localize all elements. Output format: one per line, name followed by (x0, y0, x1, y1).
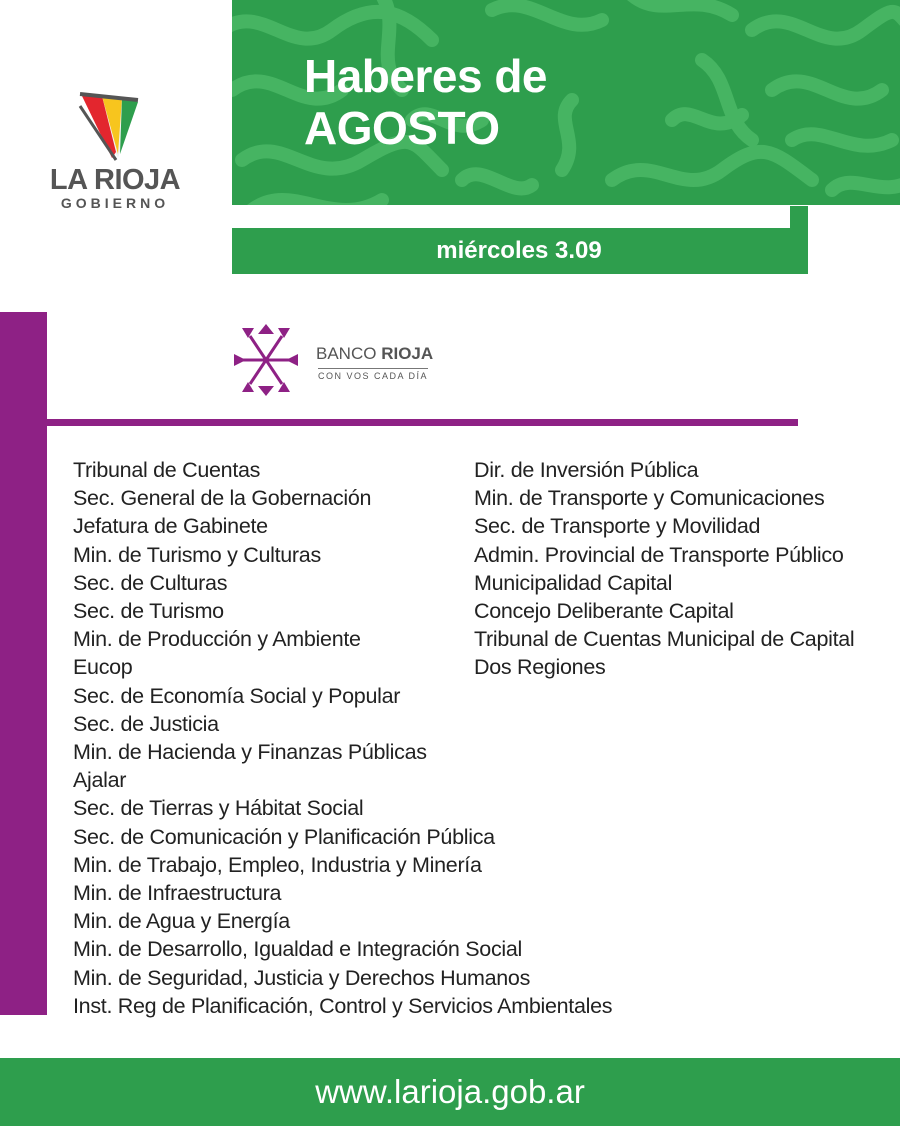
list-item: Admin. Provincial de Transporte Público (474, 542, 844, 567)
la-rioja-logo-icon (78, 92, 142, 162)
hero-banner (232, 0, 900, 205)
list-item: Jefatura de Gabinete (73, 514, 268, 539)
purple-divider (47, 419, 798, 426)
date-bar-gap (232, 206, 790, 228)
list-item: Min. de Trabajo, Empleo, Industria y Minería (73, 852, 482, 877)
banco-rioja-logo-icon (232, 324, 300, 396)
list-item: Min. de Transporte y Comunicaciones (474, 486, 825, 511)
list-item: Dir. de Inversión Pública (474, 458, 699, 482)
bank-logo (232, 324, 472, 400)
bank-tagline: CON VOS CADA DÍA (318, 368, 428, 381)
footer-bar (0, 1058, 900, 1126)
list-item: Min. de Turismo y Culturas (73, 542, 321, 567)
list-item: Min. de Producción y Ambiente (73, 627, 361, 652)
bank-name: BANCO RIOJA (316, 344, 434, 363)
title-line-1: Haberes de (304, 50, 548, 102)
list-item: Tribunal de Cuentas Municipal de Capital (474, 627, 855, 652)
government-subtitle: GOBIERNO (60, 195, 170, 211)
list-item: Eucop (73, 655, 133, 680)
list-item: Min. de Desarrollo, Igualdad e Integración Social (73, 937, 523, 962)
list-item: Sec. de Economía Social y Popular (73, 683, 401, 708)
list-item: Sec. de Justicia (73, 711, 219, 736)
list-item: Min. de Agua y Energía (73, 909, 290, 934)
list-item: Min. de Hacienda y Finanzas Públicas (73, 740, 427, 765)
organisms-list-right (474, 456, 854, 682)
website-url[interactable]: www.larioja.gob.ar (315, 1073, 585, 1110)
purple-side-bar (0, 312, 47, 1015)
list-item: Min. de Infraestructura (73, 881, 282, 906)
list-item: Min. de Seguridad, Justicia y Derechos Humanos (73, 965, 531, 990)
government-logo (40, 92, 190, 212)
list-item: Dos Regiones (474, 655, 606, 680)
government-name: LA RIOJA (49, 164, 181, 196)
page-title (304, 50, 547, 154)
list-item: Concejo Deliberante Capital (474, 599, 734, 624)
list-item: Tribunal de Cuentas (73, 458, 261, 482)
list-item: Sec. de Transporte y Movilidad (474, 514, 761, 539)
list-item: Sec. de Turismo (73, 599, 224, 624)
payment-date: miércoles 3.09 (232, 228, 806, 274)
title-line-2: AGOSTO (304, 102, 500, 154)
list-item: Municipalidad Capital (474, 570, 673, 595)
list-item: Sec. General de la Gobernación (73, 486, 372, 511)
list-item: Ajalar (73, 768, 127, 793)
list-item: Sec. de Culturas (73, 570, 228, 595)
list-item: Sec. de Tierras y Hábitat Social (73, 796, 364, 821)
list-item: Sec. de Comunicación y Planificación Pública (73, 824, 495, 849)
list-item: Inst. Reg de Planificación, Control y Servicios Ambientales (73, 993, 613, 1018)
